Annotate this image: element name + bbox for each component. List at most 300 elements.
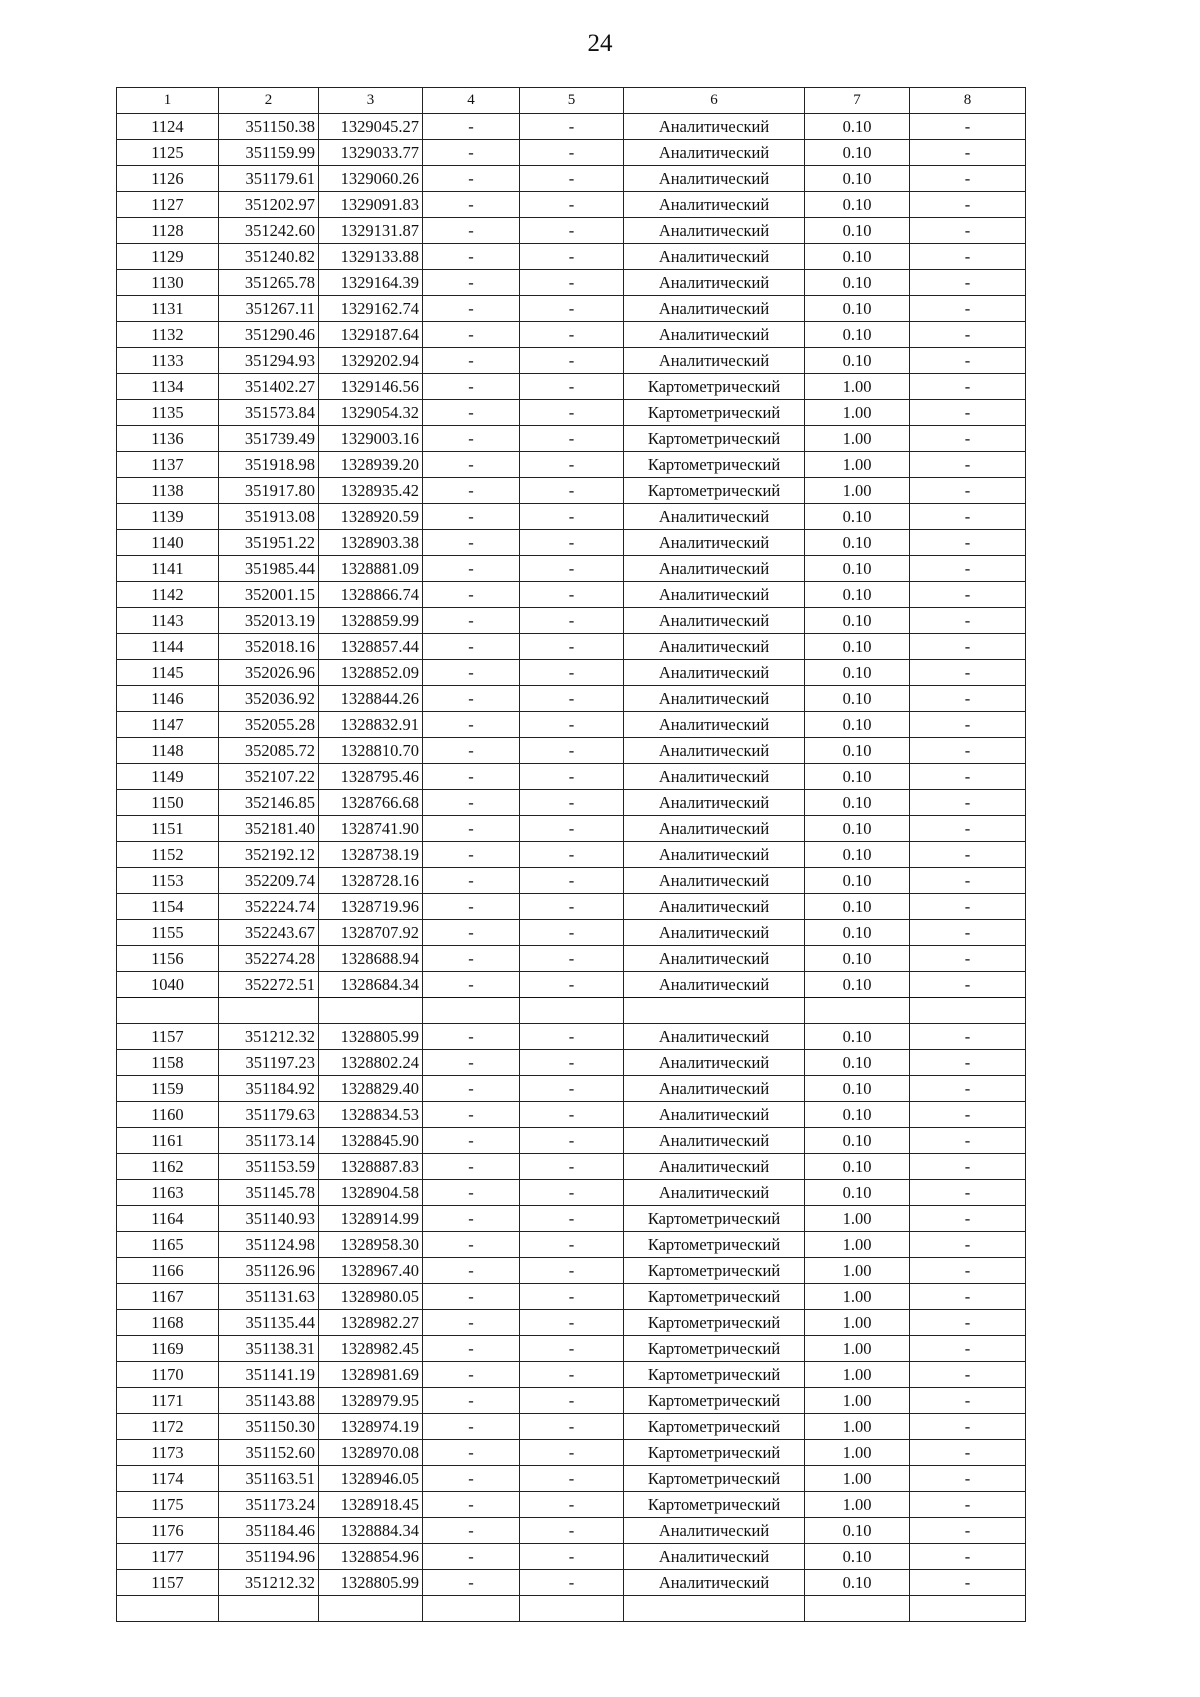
- cell-coord-y: 1328974.19: [319, 1414, 423, 1440]
- cell-col-4: -: [423, 374, 520, 400]
- table-row: [117, 634, 1026, 660]
- cell-precision: 0.10: [805, 1102, 910, 1128]
- cell-coord-x: 352209.74: [219, 868, 319, 894]
- cell-col-8: -: [910, 1232, 1026, 1258]
- cell-coord-y: 1328887.83: [319, 1154, 423, 1180]
- cell-point-number: 1127: [117, 192, 219, 218]
- cell-col-4: -: [423, 1336, 520, 1362]
- cell-col-4: -: [423, 1414, 520, 1440]
- cell-method: Аналитический: [624, 816, 805, 842]
- table-row: [117, 790, 1026, 816]
- cell-col-4: -: [423, 972, 520, 998]
- table-row: [117, 920, 1026, 946]
- cell-point-number: 1167: [117, 1284, 219, 1310]
- cell-point-number: 1154: [117, 894, 219, 920]
- cell-col-5: -: [520, 1440, 624, 1466]
- table-row: [117, 244, 1026, 270]
- cell-point-number: 1040: [117, 972, 219, 998]
- cell-col-8: -: [910, 556, 1026, 582]
- cell-coord-y: 1328904.58: [319, 1180, 423, 1206]
- cell-coord-y: 1329202.94: [319, 348, 423, 374]
- cell-coord-x: 351202.97: [219, 192, 319, 218]
- cell-coord-y: 1328918.45: [319, 1492, 423, 1518]
- cell-coord-x: 351140.93: [219, 1206, 319, 1232]
- cell-col-5: -: [520, 1388, 624, 1414]
- cell-coord-x: 351150.38: [219, 114, 319, 140]
- cell-coord-x: 351179.61: [219, 166, 319, 192]
- cell-col-4: -: [423, 400, 520, 426]
- cell-point-number: 1162: [117, 1154, 219, 1180]
- cell-method: Аналитический: [624, 1518, 805, 1544]
- cell-coord-x: 352224.74: [219, 894, 319, 920]
- table-row: [117, 1180, 1026, 1206]
- cell-coord-x: 351739.49: [219, 426, 319, 452]
- cell-point-number: 1144: [117, 634, 219, 660]
- cell-coord-x: 352181.40: [219, 816, 319, 842]
- cell-coord-y: 1328857.44: [319, 634, 423, 660]
- cell-col-4: -: [423, 218, 520, 244]
- header-col-4: 4: [423, 88, 520, 114]
- cell-method: Аналитический: [624, 1154, 805, 1180]
- cell-col-5: -: [520, 816, 624, 842]
- cell-coord-x: 351159.99: [219, 140, 319, 166]
- cell-method: Аналитический: [624, 946, 805, 972]
- cell-col-8: -: [910, 218, 1026, 244]
- cell-point-number: 1138: [117, 478, 219, 504]
- cell-col-5: -: [520, 582, 624, 608]
- cell-coord-y: 1328970.08: [319, 1440, 423, 1466]
- header-col-7: 7: [805, 88, 910, 114]
- table-row: [117, 140, 1026, 166]
- cell-col-5: -: [520, 894, 624, 920]
- cell-precision: 0.10: [805, 166, 910, 192]
- cell-col-8: -: [910, 608, 1026, 634]
- cell-col-4: -: [423, 868, 520, 894]
- cell-method: Аналитический: [624, 192, 805, 218]
- cell-col-4: -: [423, 140, 520, 166]
- cell-col-4: -: [423, 530, 520, 556]
- cell-precision: 0.10: [805, 1154, 910, 1180]
- cell-col-5: -: [520, 270, 624, 296]
- cell-col-4: -: [423, 296, 520, 322]
- cell-point-number: 1176: [117, 1518, 219, 1544]
- table-row: [117, 1440, 1026, 1466]
- cell-coord-x: 351917.80: [219, 478, 319, 504]
- cell-method: Аналитический: [624, 1180, 805, 1206]
- cell-col-8: -: [910, 348, 1026, 374]
- cell-coord-x: 351173.24: [219, 1492, 319, 1518]
- table-row: [117, 868, 1026, 894]
- cell-precision: 1.00: [805, 452, 910, 478]
- empty-cell: [520, 1596, 624, 1622]
- cell-col-8: -: [910, 1180, 1026, 1206]
- cell-coord-x: 351141.19: [219, 1362, 319, 1388]
- cell-coord-y: 1328845.90: [319, 1128, 423, 1154]
- cell-precision: 1.00: [805, 1388, 910, 1414]
- empty-cell: [319, 998, 423, 1024]
- cell-coord-y: 1328805.99: [319, 1024, 423, 1050]
- empty-cell: [805, 998, 910, 1024]
- table-row: [117, 1024, 1026, 1050]
- table-row: [117, 1544, 1026, 1570]
- cell-col-4: -: [423, 790, 520, 816]
- cell-col-5: -: [520, 712, 624, 738]
- cell-col-4: -: [423, 426, 520, 452]
- cell-coord-x: 352146.85: [219, 790, 319, 816]
- cell-coord-y: 1329045.27: [319, 114, 423, 140]
- table-row: [117, 1310, 1026, 1336]
- cell-col-5: -: [520, 686, 624, 712]
- cell-point-number: 1131: [117, 296, 219, 322]
- table-row: [117, 348, 1026, 374]
- cell-col-8: -: [910, 1102, 1026, 1128]
- cell-col-4: -: [423, 478, 520, 504]
- cell-coord-x: 351163.51: [219, 1466, 319, 1492]
- cell-col-4: -: [423, 1440, 520, 1466]
- cell-point-number: 1126: [117, 166, 219, 192]
- cell-coord-x: 352192.12: [219, 842, 319, 868]
- cell-precision: 1.00: [805, 1440, 910, 1466]
- cell-method: Аналитический: [624, 686, 805, 712]
- table-row: [117, 608, 1026, 634]
- cell-method: Аналитический: [624, 1102, 805, 1128]
- cell-coord-y: 1328982.27: [319, 1310, 423, 1336]
- cell-col-4: -: [423, 348, 520, 374]
- cell-col-4: -: [423, 1024, 520, 1050]
- cell-col-8: -: [910, 1414, 1026, 1440]
- cell-coord-x: 351138.31: [219, 1336, 319, 1362]
- cell-col-4: -: [423, 1518, 520, 1544]
- cell-col-8: -: [910, 1518, 1026, 1544]
- cell-coord-y: 1329187.64: [319, 322, 423, 348]
- cell-col-8: -: [910, 114, 1026, 140]
- cell-coord-y: 1328728.16: [319, 868, 423, 894]
- cell-coord-y: 1328939.20: [319, 452, 423, 478]
- cell-point-number: 1124: [117, 114, 219, 140]
- cell-col-4: -: [423, 452, 520, 478]
- cell-col-5: -: [520, 1258, 624, 1284]
- cell-coord-x: 352026.96: [219, 660, 319, 686]
- cell-col-8: -: [910, 1362, 1026, 1388]
- cell-col-5: -: [520, 166, 624, 192]
- cell-coord-x: 351265.78: [219, 270, 319, 296]
- cell-coord-y: 1328852.09: [319, 660, 423, 686]
- cell-col-8: -: [910, 1128, 1026, 1154]
- header-row: [117, 88, 1026, 114]
- cell-coord-y: 1329133.88: [319, 244, 423, 270]
- empty-cell: [117, 1596, 219, 1622]
- cell-coord-y: 1328707.92: [319, 920, 423, 946]
- cell-precision: 1.00: [805, 1232, 910, 1258]
- cell-point-number: 1157: [117, 1024, 219, 1050]
- cell-precision: 0.10: [805, 1180, 910, 1206]
- cell-precision: 0.10: [805, 1518, 910, 1544]
- cell-precision: 1.00: [805, 1466, 910, 1492]
- table-row: [117, 114, 1026, 140]
- cell-method: Аналитический: [624, 296, 805, 322]
- cell-coord-y: 1328920.59: [319, 504, 423, 530]
- cell-coord-x: 352001.15: [219, 582, 319, 608]
- cell-coord-y: 1328688.94: [319, 946, 423, 972]
- cell-method: Аналитический: [624, 608, 805, 634]
- cell-method: Аналитический: [624, 218, 805, 244]
- cell-coord-y: 1328802.24: [319, 1050, 423, 1076]
- cell-method: Аналитический: [624, 114, 805, 140]
- table-row: [117, 192, 1026, 218]
- cell-method: Картометрический: [624, 478, 805, 504]
- cell-col-5: -: [520, 1336, 624, 1362]
- cell-precision: 0.10: [805, 140, 910, 166]
- cell-precision: 0.10: [805, 1076, 910, 1102]
- cell-col-5: -: [520, 1076, 624, 1102]
- cell-method: Аналитический: [624, 1050, 805, 1076]
- cell-col-8: -: [910, 1440, 1026, 1466]
- cell-coord-x: 351985.44: [219, 556, 319, 582]
- cell-col-8: -: [910, 972, 1026, 998]
- cell-col-4: -: [423, 816, 520, 842]
- cell-point-number: 1147: [117, 712, 219, 738]
- cell-col-8: -: [910, 946, 1026, 972]
- cell-col-5: -: [520, 972, 624, 998]
- cell-col-8: -: [910, 764, 1026, 790]
- cell-coord-x: 352085.72: [219, 738, 319, 764]
- cell-col-5: -: [520, 868, 624, 894]
- cell-coord-y: 1328979.95: [319, 1388, 423, 1414]
- header-col-2: 2: [219, 88, 319, 114]
- cell-coord-y: 1329162.74: [319, 296, 423, 322]
- cell-precision: 1.00: [805, 1414, 910, 1440]
- cell-col-8: -: [910, 452, 1026, 478]
- cell-precision: 0.10: [805, 114, 910, 140]
- cell-coord-y: 1328958.30: [319, 1232, 423, 1258]
- cell-precision: 0.10: [805, 1570, 910, 1596]
- cell-point-number: 1135: [117, 400, 219, 426]
- cell-point-number: 1128: [117, 218, 219, 244]
- table-row: [117, 816, 1026, 842]
- cell-col-4: -: [423, 686, 520, 712]
- cell-method: Картометрический: [624, 1466, 805, 1492]
- table-row: [117, 556, 1026, 582]
- cell-col-4: -: [423, 920, 520, 946]
- cell-method: Аналитический: [624, 140, 805, 166]
- empty-cell: [910, 1596, 1026, 1622]
- cell-col-4: -: [423, 556, 520, 582]
- cell-col-4: -: [423, 1102, 520, 1128]
- cell-coord-x: 351913.08: [219, 504, 319, 530]
- cell-method: Аналитический: [624, 1128, 805, 1154]
- cell-col-4: -: [423, 1076, 520, 1102]
- cell-col-5: -: [520, 842, 624, 868]
- table-row: [117, 1232, 1026, 1258]
- cell-method: Аналитический: [624, 1570, 805, 1596]
- cell-col-4: -: [423, 712, 520, 738]
- table-row: [117, 582, 1026, 608]
- empty-cell: [117, 998, 219, 1024]
- cell-col-4: -: [423, 1544, 520, 1570]
- header-col-8: 8: [910, 88, 1026, 114]
- cell-point-number: 1146: [117, 686, 219, 712]
- cell-point-number: 1153: [117, 868, 219, 894]
- cell-precision: 0.10: [805, 1024, 910, 1050]
- empty-cell: [805, 1596, 910, 1622]
- cell-col-4: -: [423, 322, 520, 348]
- cell-point-number: 1151: [117, 816, 219, 842]
- cell-col-4: -: [423, 1206, 520, 1232]
- cell-point-number: 1134: [117, 374, 219, 400]
- cell-col-4: -: [423, 738, 520, 764]
- cell-col-4: -: [423, 1128, 520, 1154]
- header-col-6: 6: [624, 88, 805, 114]
- cell-coord-x: 351179.63: [219, 1102, 319, 1128]
- cell-method: Картометрический: [624, 452, 805, 478]
- cell-col-5: -: [520, 244, 624, 270]
- cell-col-4: -: [423, 192, 520, 218]
- cell-coord-x: 352018.16: [219, 634, 319, 660]
- cell-precision: 0.10: [805, 868, 910, 894]
- cell-point-number: 1160: [117, 1102, 219, 1128]
- cell-method: Аналитический: [624, 738, 805, 764]
- cell-col-5: -: [520, 790, 624, 816]
- cell-col-4: -: [423, 1180, 520, 1206]
- cell-method: Картометрический: [624, 1440, 805, 1466]
- cell-col-8: -: [910, 1024, 1026, 1050]
- table-row: [117, 1466, 1026, 1492]
- cell-point-number: 1148: [117, 738, 219, 764]
- cell-coord-y: 1328741.90: [319, 816, 423, 842]
- table-row: [117, 452, 1026, 478]
- cell-coord-x: 351131.63: [219, 1284, 319, 1310]
- cell-coord-x: 351173.14: [219, 1128, 319, 1154]
- cell-col-5: -: [520, 374, 624, 400]
- cell-col-5: -: [520, 478, 624, 504]
- table-row: [117, 400, 1026, 426]
- cell-precision: 0.10: [805, 634, 910, 660]
- cell-col-5: -: [520, 738, 624, 764]
- cell-col-5: -: [520, 192, 624, 218]
- cell-col-8: -: [910, 478, 1026, 504]
- cell-method: Картометрический: [624, 1492, 805, 1518]
- cell-col-8: -: [910, 374, 1026, 400]
- cell-col-5: -: [520, 634, 624, 660]
- cell-method: Аналитический: [624, 972, 805, 998]
- table-row: [117, 1492, 1026, 1518]
- cell-col-4: -: [423, 764, 520, 790]
- cell-col-5: -: [520, 426, 624, 452]
- cell-col-5: -: [520, 504, 624, 530]
- cell-method: Картометрический: [624, 1414, 805, 1440]
- cell-col-5: -: [520, 764, 624, 790]
- cell-precision: 0.10: [805, 842, 910, 868]
- header-col-5: 5: [520, 88, 624, 114]
- cell-method: Аналитический: [624, 530, 805, 556]
- cell-method: Аналитический: [624, 1076, 805, 1102]
- cell-method: Аналитический: [624, 894, 805, 920]
- page-number: 24: [587, 30, 613, 57]
- cell-coord-x: 351212.32: [219, 1570, 319, 1596]
- cell-precision: 0.10: [805, 296, 910, 322]
- cell-col-8: -: [910, 270, 1026, 296]
- cell-col-4: -: [423, 1466, 520, 1492]
- empty-cell: [319, 1596, 423, 1622]
- cell-precision: 0.10: [805, 556, 910, 582]
- empty-cell: [423, 998, 520, 1024]
- table-row: [117, 270, 1026, 296]
- cell-col-4: -: [423, 608, 520, 634]
- empty-cell: [520, 998, 624, 1024]
- cell-precision: 1.00: [805, 400, 910, 426]
- cell-coord-x: 351402.27: [219, 374, 319, 400]
- cell-point-number: 1158: [117, 1050, 219, 1076]
- cell-coord-y: 1328684.34: [319, 972, 423, 998]
- cell-coord-x: 351152.60: [219, 1440, 319, 1466]
- cell-coord-y: 1328766.68: [319, 790, 423, 816]
- cell-precision: 0.10: [805, 946, 910, 972]
- cell-col-8: -: [910, 166, 1026, 192]
- cell-method: Аналитический: [624, 790, 805, 816]
- cell-method: Картометрический: [624, 1310, 805, 1336]
- table-row: [117, 738, 1026, 764]
- cell-col-8: -: [910, 582, 1026, 608]
- cell-method: Аналитический: [624, 582, 805, 608]
- cell-point-number: 1169: [117, 1336, 219, 1362]
- cell-col-8: -: [910, 1076, 1026, 1102]
- cell-col-5: -: [520, 140, 624, 166]
- cell-method: Аналитический: [624, 1544, 805, 1570]
- cell-coord-x: 352013.19: [219, 608, 319, 634]
- cell-col-8: -: [910, 1466, 1026, 1492]
- cell-point-number: 1132: [117, 322, 219, 348]
- cell-method: Аналитический: [624, 556, 805, 582]
- cell-col-8: -: [910, 1154, 1026, 1180]
- cell-point-number: 1130: [117, 270, 219, 296]
- cell-coord-x: 351153.59: [219, 1154, 319, 1180]
- cell-point-number: 1143: [117, 608, 219, 634]
- cell-coord-y: 1328829.40: [319, 1076, 423, 1102]
- table-row: [117, 504, 1026, 530]
- cell-coord-y: 1328844.26: [319, 686, 423, 712]
- cell-precision: 0.10: [805, 192, 910, 218]
- cell-coord-y: 1329131.87: [319, 218, 423, 244]
- cell-coord-x: 351573.84: [219, 400, 319, 426]
- empty-cell: [219, 1596, 319, 1622]
- cell-col-5: -: [520, 530, 624, 556]
- cell-point-number: 1174: [117, 1466, 219, 1492]
- cell-col-5: -: [520, 1232, 624, 1258]
- cell-col-5: -: [520, 1180, 624, 1206]
- cell-col-8: -: [910, 244, 1026, 270]
- cell-col-5: -: [520, 296, 624, 322]
- empty-cell: [624, 998, 805, 1024]
- cell-precision: 1.00: [805, 1284, 910, 1310]
- cell-method: Аналитический: [624, 764, 805, 790]
- table-row: [117, 894, 1026, 920]
- empty-cell: [624, 1596, 805, 1622]
- table-row: [117, 1258, 1026, 1284]
- cell-point-number: 1129: [117, 244, 219, 270]
- cell-col-8: -: [910, 868, 1026, 894]
- cell-col-5: -: [520, 608, 624, 634]
- cell-coord-y: 1329091.83: [319, 192, 423, 218]
- cell-point-number: 1141: [117, 556, 219, 582]
- cell-col-8: -: [910, 504, 1026, 530]
- cell-col-4: -: [423, 634, 520, 660]
- cell-col-5: -: [520, 1102, 624, 1128]
- cell-point-number: 1177: [117, 1544, 219, 1570]
- cell-precision: 1.00: [805, 1336, 910, 1362]
- table-row: [117, 1570, 1026, 1596]
- cell-coord-x: 351197.23: [219, 1050, 319, 1076]
- table-row: [117, 660, 1026, 686]
